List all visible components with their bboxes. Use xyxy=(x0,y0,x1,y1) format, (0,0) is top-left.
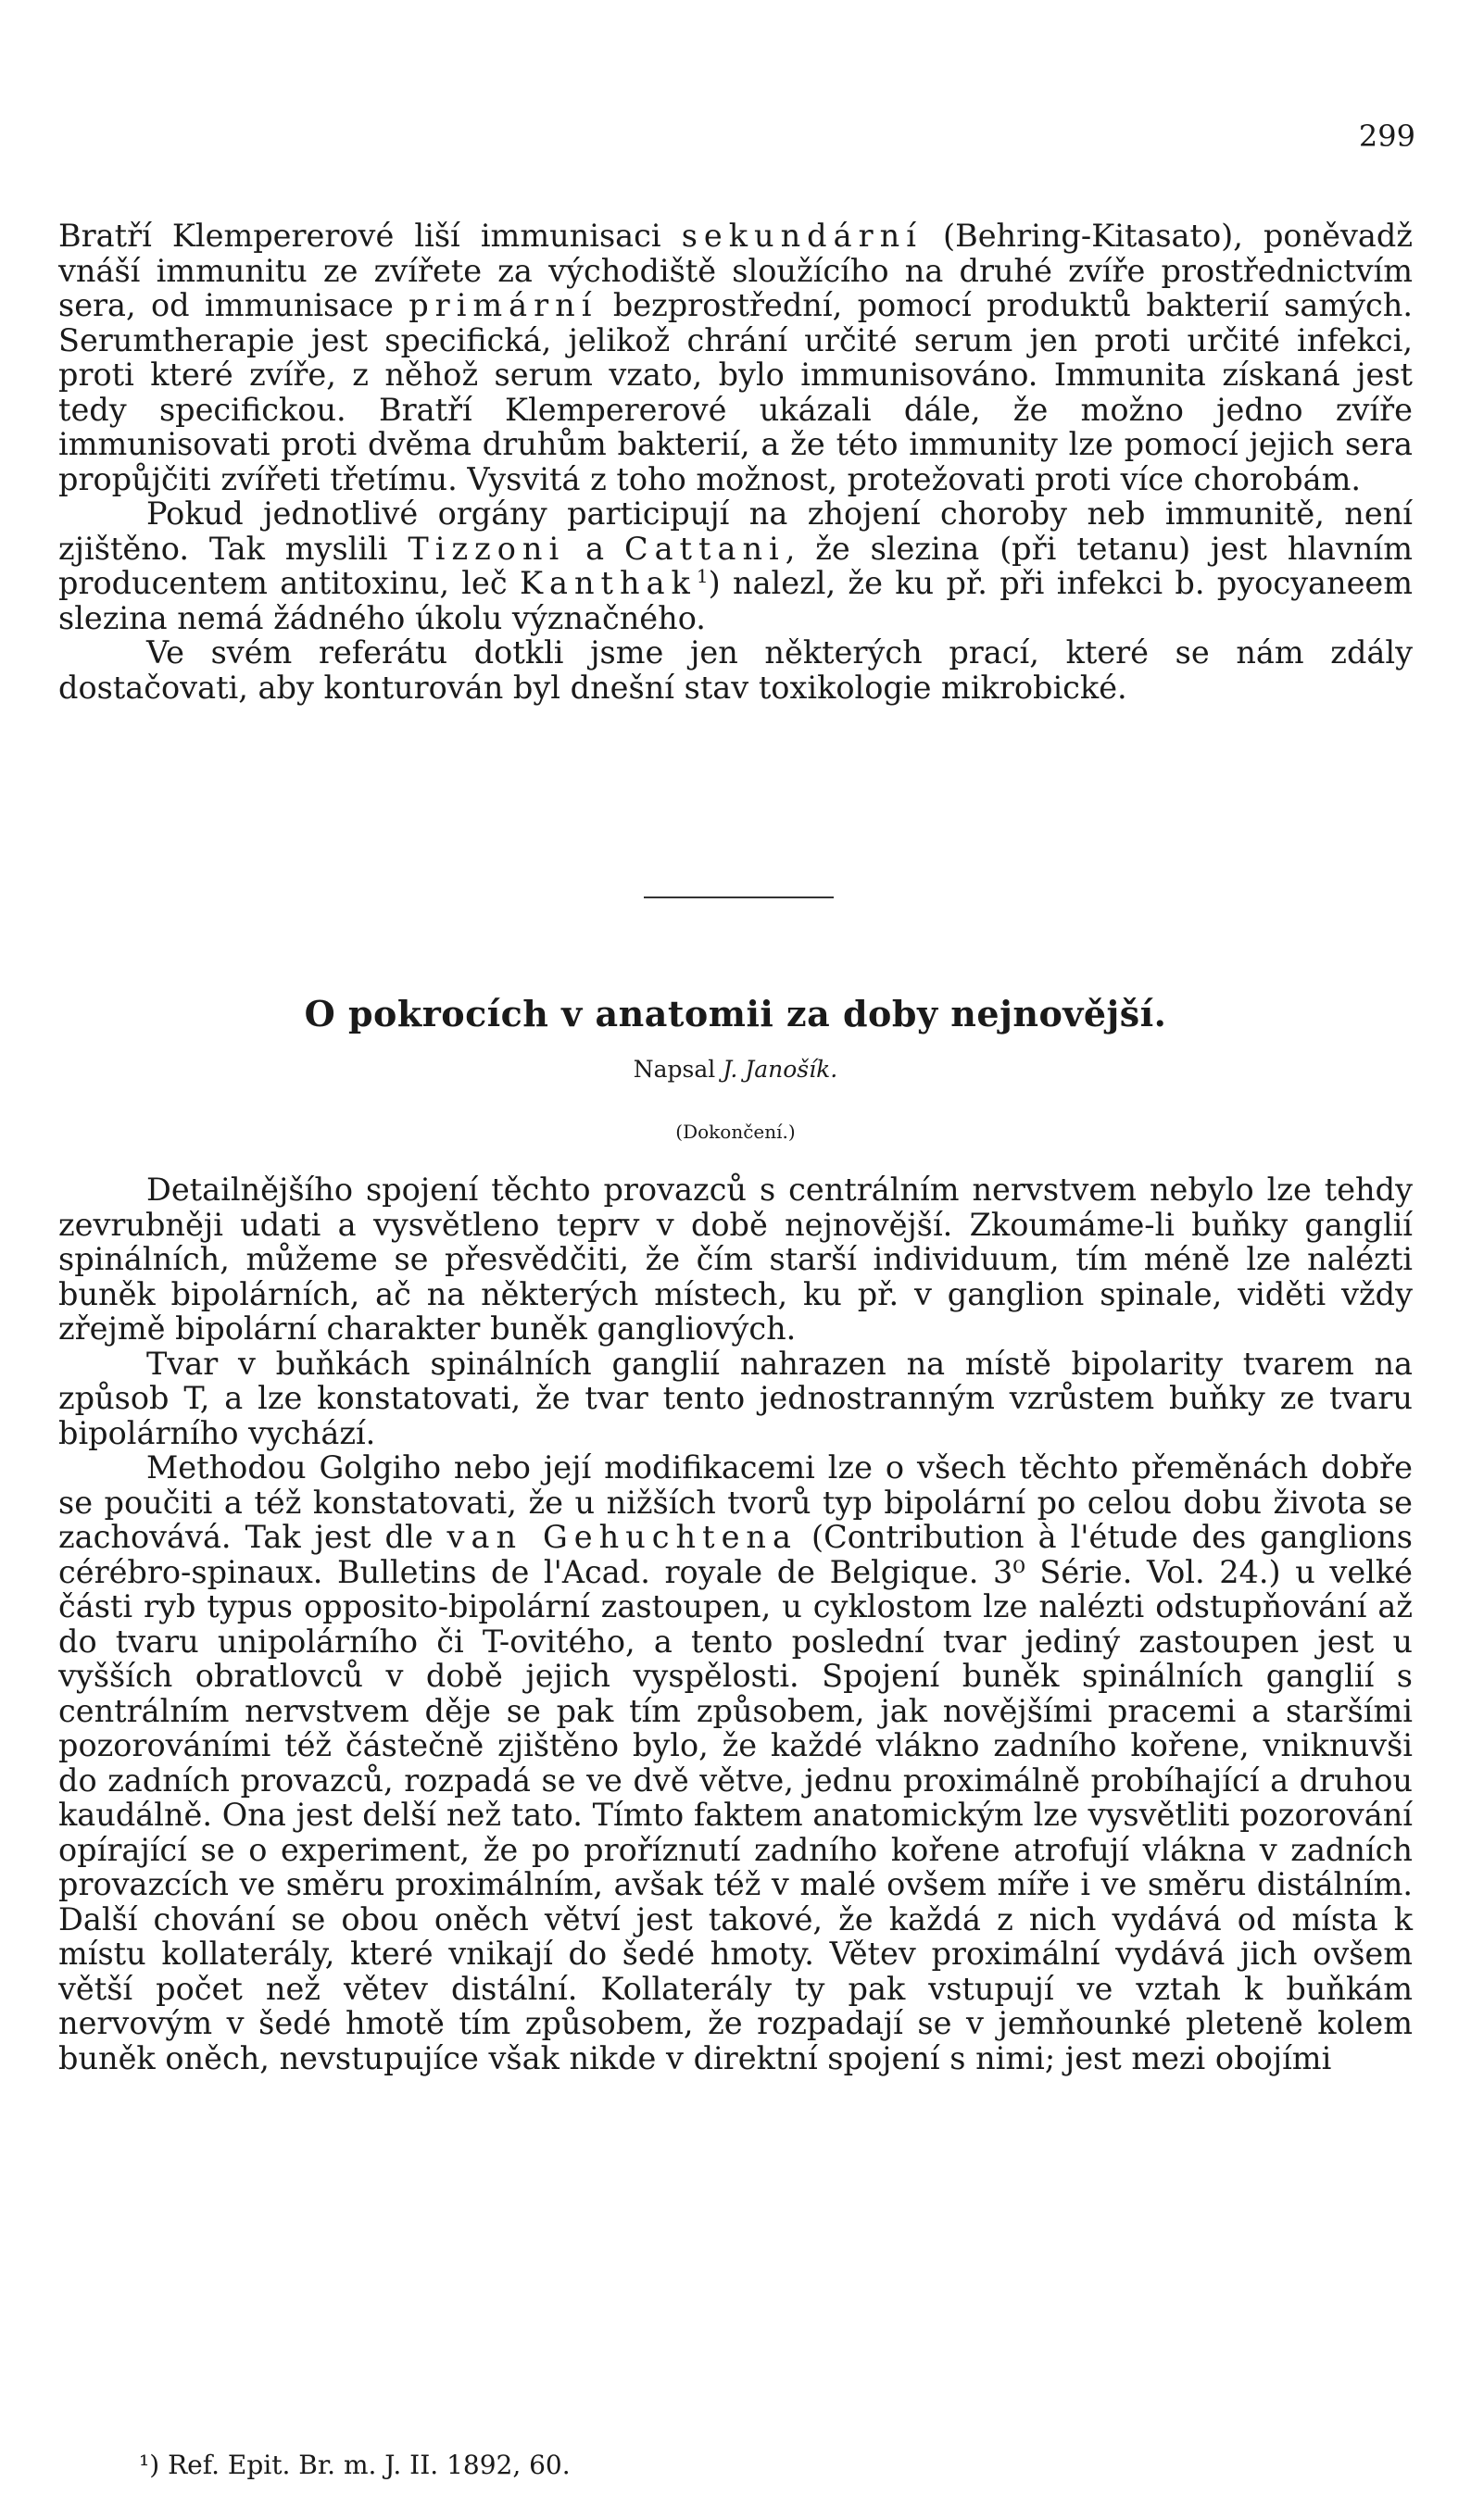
text-run: Methodou Golgiho nebo její modifikacemi lze o všech těchto přeměnách dobře se poučiti a též konstatovati, že u nižších tvorů typ bipolární po celou dobu života se zachovává. Tak jest dle xyxy=(58,1449,1413,1555)
paragraph: Tvar v buňkách spinálních ganglií nahrazen na místě bipolarity tvarem na způsob T, a lze konstatovati, že tvar tento jednostranným vzrůstem buňky ze tvaru bipolárního vychází. xyxy=(58,1345,1413,1451)
byline xyxy=(0,1056,1471,1083)
article-title: O pokrocích v anatomii za doby nejnovější. xyxy=(304,993,1167,1034)
paragraph xyxy=(58,219,1413,496)
section-divider xyxy=(644,896,834,898)
spaced-name: Kanthak xyxy=(519,565,697,601)
spaced-name: van Gehuchtena xyxy=(446,1519,798,1555)
article-body xyxy=(58,1172,1413,2075)
spaced-name: Cattani xyxy=(623,530,786,567)
author-name: J. Janošík. xyxy=(723,1056,838,1083)
footnote-mark: ¹) xyxy=(139,2450,160,2480)
text-run: a xyxy=(565,530,624,567)
text-run: (Contribution à l'étude des ganglions cérébro-spinaux. Bulletins de l'Acad. royale de Belgique. 3⁰ Série. Vol. 24.) u velké části ryb typus opposito-bipolární zastoupen, u cyklostom lze nalézti odstupňování až do tvaru unipolárního či T-ovitého, a tento poslední tvar jediný zastoupen jest u vyšších obratlovců v době jejich vyspělosti. Spojení buněk spinálních ganglií s centrálním nervstvem děje se pak tím způsobem, jak novějšími pracemi a staršími pozorováními též částečně zjištěno bylo, že každé vlákno zadního kořene, vniknuvši do zadních provazců, rozpadá se ve dvě větve, jednu proximálně probíhající a druhou kaudálně. Ona jest delší než tato. Tímto faktem anatomickým lze vysvětliti pozorování opírající se o experiment, že po proříznutí zadního kořene atrofují vlákna v zadních provazcích ve směru proximálním, avšak též v malé ovšem míře i ve směru distálním. Další chování se obou oněch větví jest takové, že každá z nich vydává od místa k místu kollaterály, které vnikají do šedé hmoty. Větev proximální vydává jich ovšem větší počet než větev distální. Kollaterály ty pak vstupují ve vztah k buňkám nervovým v šedé hmotě tím způsobem, že rozpadají se v jemňounké pleteně kolem buněk oněch, nevstupujíce však nikde v direktní spojení s nimi; jest mezi obojími xyxy=(58,1519,1413,2076)
footnote xyxy=(139,2450,571,2480)
byline-prefix: Napsal xyxy=(633,1056,716,1083)
paragraph xyxy=(58,1450,1413,2075)
footnote-ref: 1 xyxy=(696,564,709,587)
spaced-term: primární xyxy=(409,287,598,323)
text-run: bezprostřední, pomocí produktů bakterií samých. Serumtherapie jest specifická, jelikož chrání určité serum jen proti určité infekci, proti které zvíře, z něhož serum vzato, bylo immunisováno. Immunita získaná jest tedy specifickou. Bratří Klempererové ukázali dále, že možno jedno zvíře immunisovati proti dvěma druhům bakterií, a že této immunity lze pomocí jejich sera propůjčiti zvířeti třetímu. Vysvitá z toho možnost, protežovati proti více chorobám. xyxy=(58,287,1413,497)
text-run: (Behring-Kitasato), poněvadž vnáší immunitu ze zvířete za východiště sloužícího na druhé zvíře prostřednictvím sera, od immunisace xyxy=(58,218,1413,323)
page-number: 299 xyxy=(1358,119,1415,154)
spaced-name: Tizzoni xyxy=(408,530,566,567)
section-previous-article xyxy=(58,219,1413,705)
text-run: ) nalezl, že ku př. při infekci b. pyocyaneem slezina nemá žádného úkolu význačného. xyxy=(58,565,1413,636)
spaced-term: sekundární xyxy=(681,218,923,254)
continuation-note: (Dokončení.) xyxy=(675,1121,796,1143)
paragraph: Ve svém referátu dotkli jsme jen některých prací, které se nám zdály dostačovati, aby konturován byl dnešní stav toxikologie mikrobické. xyxy=(58,634,1413,706)
paragraph xyxy=(58,496,1413,635)
text-run: Bratří Klempererové liší immunisaci xyxy=(58,218,682,254)
footnote-text: Ref. Epit. Br. m. J. II. 1892, 60. xyxy=(168,2450,571,2480)
paragraph: Detailnějšího spojení těchto provazců s centrálním nervstvem nebylo lze tehdy zevrubněji udati a vysvětleno teprv v době nejnovější. Zkoumáme-li buňky ganglií spinálních, můžeme se přesvědčiti, že čím starší individuum, tím méně lze nalézti buněk bipolárních, ač na některých místech, ku př. v ganglion spinale, viděti vždy zřejmě bipolární charakter buněk gangliových. xyxy=(58,1172,1413,1347)
text-run: Pokud jednotlivé orgány participují na zhojení choroby neb immunitě, není zjištěno. Tak myslili xyxy=(58,495,1413,567)
text-run: , že slezina (při tetanu) jest hlavním producentem antitoxinu, leč xyxy=(58,530,1413,601)
